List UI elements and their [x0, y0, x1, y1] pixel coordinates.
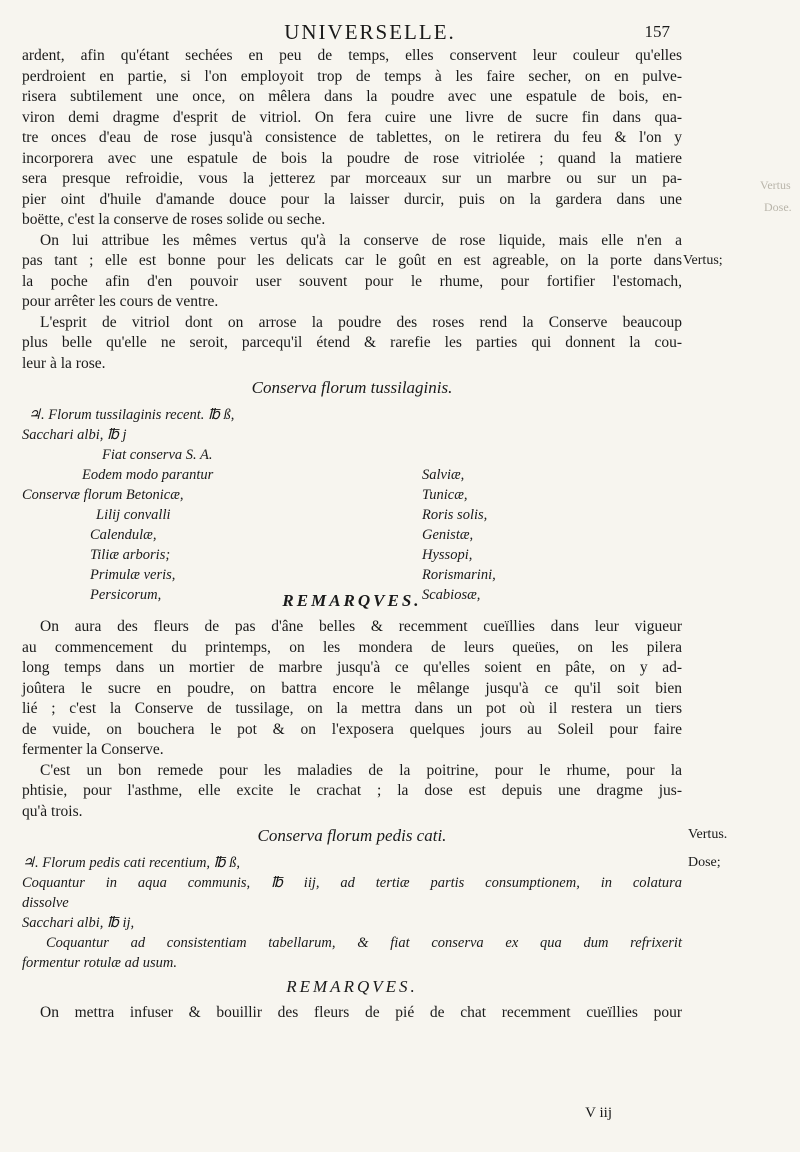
- text-line: phtisie, pour l'asthme, elle excite le crachat ; la dose est depuis une dragme jus-: [22, 782, 682, 799]
- text-line: de vuide, on bouchera le pot & on l'exposera quelques jours au Soleil pour faire: [22, 720, 682, 738]
- margin-note-vertus: Vertus;: [683, 253, 723, 268]
- remarques-heading: REMARQVES.: [286, 976, 418, 996]
- text-line: long temps dans un mortier de marbre jusqu'à ce qu'elles soient en pâte, on y ad-: [22, 659, 682, 676]
- recipe-line: ♃. Florum tussilaginis recent. ℔ ß,: [28, 406, 235, 423]
- margin-note-dose: Dose;: [688, 855, 721, 870]
- recipe-line: Sacchari albi, ℔ ij,: [22, 914, 135, 931]
- recipe-line: Coquantur in aqua communis, ℔ iij, ad tertiæ partis consumptionem, in colatura: [22, 874, 682, 891]
- list-item: Rorismarini,: [422, 566, 496, 583]
- text-line: On mettra infuser & bouillir des fleurs de pié de chat recemment cueïllies pour: [40, 1004, 682, 1021]
- text-line: incorporera avec une espatule de bois la poudre de rose vitriolée ; quand la matiere: [22, 149, 682, 167]
- text-line: fermenter la Conserve.: [22, 741, 164, 758]
- paragraph-tussilage-vertus: [22, 761, 682, 823]
- list-item: Tunicæ,: [422, 486, 468, 503]
- text-line: L'esprit de vitriol dont on arrose la poudre des roses rend la Conserve beaucoup: [40, 313, 682, 331]
- text-line: C'est un bon remede pour les maladies de la poitrine, pour le rhume, pour la: [40, 761, 682, 779]
- text-line: au commencement du printemps, on les mondera de leurs queües, on les pilera: [22, 638, 682, 656]
- text-line: On lui attribue les mêmes vertus qu'à la conserve de rose liquide, mais elle n'en a: [40, 231, 682, 249]
- list-item: Tiliæ arboris;: [90, 546, 171, 563]
- paragraph-pied-de-chat: [22, 1003, 682, 1024]
- running-head: UNIVERSELLE.: [284, 20, 456, 44]
- list-item: Lilij convalli: [96, 506, 171, 523]
- text-line: lié ; c'est la Conserve de tussilage, on la mettra dans un pot où il restera un tiers: [22, 700, 682, 717]
- margin-note-vertus: Vertus.: [688, 827, 728, 842]
- text-line: sera presque refroidie, vous la jetterez par morceaux sur un marbre ou sur un pa-: [22, 170, 682, 187]
- recipe-line: Sacchari albi, ℔ j: [22, 426, 127, 443]
- text-line: perdroient en partie, si l'on employoit trop de temps à les faire secher, on en pulve-: [22, 67, 682, 85]
- text-line: plus belle qu'elle ne seroit, parcequ'il étend & rarefie les parties qui donnent la cou-: [22, 334, 682, 351]
- recipe-line: formentur rotulæ ad usum.: [22, 954, 177, 971]
- recipe-line: dissolve: [22, 894, 69, 911]
- paragraph-tussilage-preparation: [22, 617, 682, 761]
- text-line: viron demi dragme d'esprit de vitriol. On fera cuire une livre de sucre fin dans qua-: [22, 108, 682, 126]
- signature-mark: V iij: [585, 1105, 612, 1121]
- conserve-list-left: [22, 485, 422, 605]
- text-line: risera subtilement une once, on mêlera dans la poudre avec une espatule de bois, en-: [22, 88, 682, 105]
- bleed-through-vertus: Vertus: [760, 178, 791, 192]
- text-line: leur à la rose.: [22, 354, 106, 372]
- paragraph-roses-preparation: [22, 46, 682, 231]
- text-line: ardent, afin qu'étant sechées en peu de temps, elles conservent leur couleur qu'elles: [22, 47, 682, 64]
- list-item: Primulæ veris,: [90, 566, 176, 583]
- text-line: joûtera le sucre en poudre, on battra encore le mêlange jusqu'à ce qu'il soit bien: [22, 679, 682, 697]
- page-body: [22, 46, 682, 1024]
- recipe-pedis-cati: [22, 853, 682, 973]
- list-item: Calendulæ,: [90, 526, 157, 543]
- list-item: Hyssopi,: [422, 546, 473, 563]
- list-item: Persicorum,: [90, 586, 162, 603]
- text-line: pier oint d'huile d'amande douce pour la laisser durcir, puis on la gardera dans une: [22, 190, 682, 208]
- remarques-heading: REMARQVES.: [282, 590, 422, 610]
- paragraph-esprit-vitriol: [22, 313, 682, 375]
- recipe-line: Fiat conserva S. A.: [102, 446, 213, 463]
- list-item: Conservæ florum Betonicæ,: [22, 486, 184, 503]
- text-line: pour arrêter les cours de ventre.: [22, 293, 219, 310]
- text-line: tre onces d'eau de rose jusqu'à consistence de tablettes, on le retirera du feu & l'on y: [22, 129, 682, 146]
- list-item: Roris solis,: [422, 506, 488, 523]
- list-item: Salviæ,: [422, 466, 465, 483]
- text-line: boëtte, c'est la conserve de roses solide ou seche.: [22, 211, 326, 228]
- text-line: On aura des fleurs de pas d'âne belles & recemment cueïllies dans leur vigueur: [40, 618, 682, 635]
- page-header: [0, 20, 800, 46]
- conserve-list-right: [422, 465, 682, 605]
- section-title-pedis-cati: Conserva florum pedis cati.: [257, 826, 447, 845]
- bleed-through-dose: Dose.: [764, 200, 792, 214]
- text-line: la poche afin d'en pouvoir user souvent pour le rhume, pour fortifier l'estomach,: [22, 272, 682, 290]
- text-line: pas tant ; elle est bonne pour les delicats car le goût en est agreable, on la porte dans: [22, 252, 682, 269]
- paragraph-roses-vertus: [22, 231, 682, 313]
- recipe-line: Eodem modo parantur: [82, 466, 214, 483]
- page-number: 157: [644, 22, 670, 41]
- list-item: Scabiosæ,: [422, 586, 481, 603]
- list-item: Genistæ,: [422, 526, 474, 543]
- recipe-line: Coquantur ad consistentiam tabellarum, & fiat conserva ex qua dum refrixerit: [46, 934, 682, 951]
- recipe-line: ♃. Florum pedis cati recentium, ℔ ß,: [22, 854, 241, 871]
- section-title-tussilaginis: Conserva florum tussilaginis.: [251, 378, 453, 397]
- text-line: qu'à trois.: [22, 802, 83, 820]
